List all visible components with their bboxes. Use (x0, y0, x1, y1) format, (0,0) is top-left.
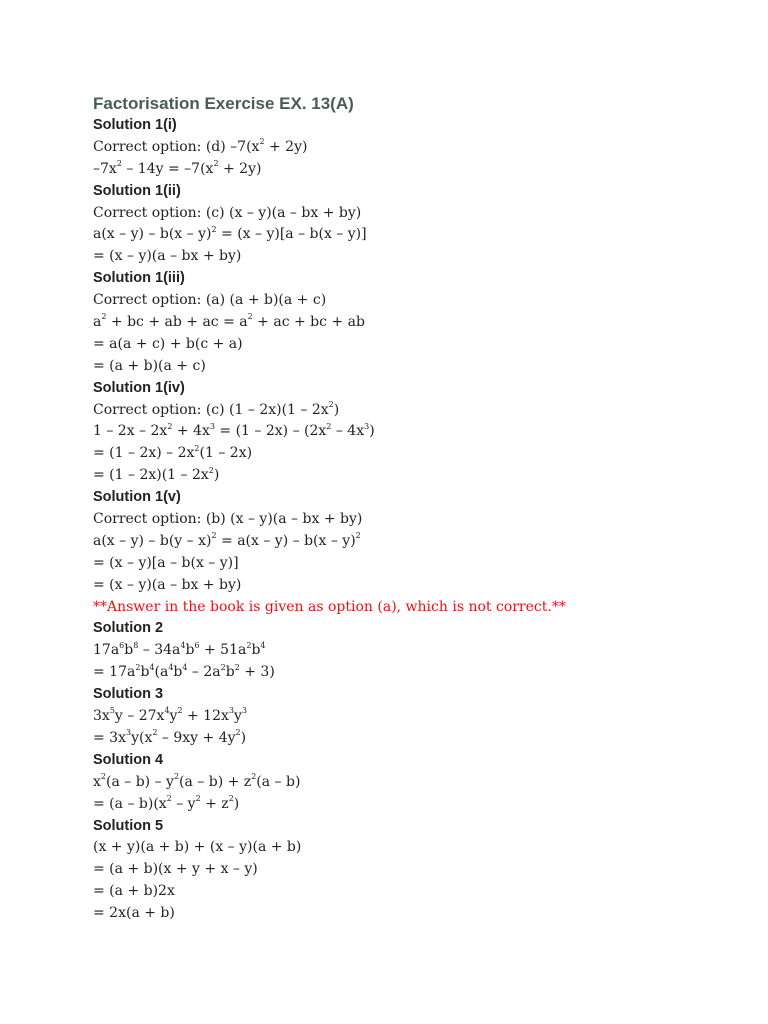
exponent: 2 (195, 793, 201, 803)
solution-line: = 2x(a + b) (93, 905, 175, 922)
solution-line: = a(a + c) + b(c + a) (93, 335, 243, 352)
solution-line: a(x – y) – b(x – y)$^2$ = (x – y)[a – b(x – y)] (93, 224, 367, 243)
solution-heading: Solution 1(i) (93, 117, 177, 133)
exponent: 3 (209, 421, 215, 431)
solution-line: = $(1 - 2x) - 2x^2(1 - 2x)$ (93, 443, 253, 462)
exponent: 2 (166, 793, 172, 803)
solutions-content (93, 115, 733, 925)
solution-line: = $(1 - 2x)(1 - 2x^2)$ (93, 465, 220, 484)
exponent: 2 (167, 421, 173, 431)
exponent: 2 (213, 159, 219, 169)
solution-line: = (x – y)(a – bx + by) (93, 248, 242, 265)
solution-heading: Solution 3 (93, 686, 164, 703)
solution-heading: Solution 4 (93, 751, 164, 768)
solution-line: = $17a^2b^4(a^4b^4 - 2a^2b^2 + 3)$ (93, 662, 275, 681)
exponent: 2 (251, 772, 257, 782)
solution-line: a(x – y) – b(y – x)$^2$ = a(x – y) – b(x – y)$^2$ (93, 531, 361, 549)
exponent: 2 (208, 465, 214, 475)
solution-line: $3x^5y - 27x^4y^2 + 12x^3y^3$ (93, 706, 247, 725)
solution-line: Correct option: (c) $(1 - 2x)(1 - 2x^2)$ (93, 399, 340, 418)
exponent: 2 (100, 772, 106, 782)
solution-line: = (x – y)(a – bx + by) (93, 576, 242, 593)
exponent: 2 (246, 640, 252, 650)
exponent: 2 (152, 728, 158, 738)
exponent: 2 (235, 728, 241, 738)
exponent: 4 (180, 640, 186, 650)
solution-line: (x + y)(a + b) + (x – y)(a + b) (93, 839, 302, 856)
exponent: 2 (328, 399, 334, 409)
exponent: 3 (241, 706, 247, 716)
solution-line: = (a + b)(x + y + x – y) (93, 861, 258, 878)
solution-heading: Solution 1(iv) (93, 379, 185, 396)
solution-heading: Solution 5 (93, 817, 164, 834)
solution-line: Correct option: (b) (x – y)(a – bx + by) (93, 511, 363, 528)
exponent: 2 (259, 137, 265, 147)
solution-line: Correct option: (d) $-7(x^2 + 2y)$ (93, 137, 308, 155)
solution-line: $a^2$ + bc + ab + ac = $a^2$ + ac + bc + ab (93, 312, 365, 331)
solution-line: $17a^6b^8 - 34a^4b^6 + 51a^2b^4$ (93, 640, 266, 659)
solution-heading: Solution 1(iii) (93, 270, 185, 287)
exponent: 6 (119, 640, 125, 650)
exponent: 4 (168, 662, 174, 672)
exponent: 2 (194, 443, 200, 453)
exponent: 2 (116, 159, 122, 169)
exponent: 2 (211, 224, 217, 234)
exponent: 2 (247, 312, 253, 322)
exponent: 3 (364, 421, 370, 431)
exponent: 6 (194, 640, 200, 650)
correction-note: **Answer in the book is given as option (a), which is not correct.** (93, 598, 566, 615)
solution-line: = $3x^3y(x^2 - 9xy + 4y^2)$ (93, 728, 247, 746)
solution-line: $1 - 2x - 2x^2 + 4x^3 = (1 - 2x) - (2x^2 - 4x^3)$ (93, 421, 375, 440)
exponent: 2 (228, 793, 234, 803)
exponent: 2 (211, 531, 217, 541)
exponent: 2 (135, 662, 141, 672)
solution-line: Correct option: (c) (x – y)(a – bx + by) (93, 204, 362, 221)
exponent: 4 (182, 662, 188, 672)
solution-heading: Solution 2 (93, 620, 164, 637)
exponent: 2 (220, 662, 226, 672)
solution-line: Correct option: (a) (a + b)(a + c) (93, 292, 327, 309)
exponent: 2 (234, 662, 240, 672)
solution-line: $x^2(a - b) - y^2(a - b) + z^2(a - b)$ (93, 772, 301, 790)
exponent: 4 (164, 706, 170, 716)
document-page (93, 93, 733, 925)
exponent: 3 (125, 728, 132, 738)
solution-line: $-7x^2 - 14y = -7(x^2 + 2y)$ (93, 159, 262, 177)
exponent: 2 (173, 772, 180, 782)
solution-line: = (x – y)[a – b(x – y)] (93, 554, 239, 571)
exponent: 2 (101, 312, 107, 322)
exponent: 2 (355, 531, 361, 541)
solution-line: = (a + b)(a + c) (93, 357, 206, 374)
page-title: Factorisation Exercise EX. 13(A) (93, 94, 354, 113)
solution-heading: Solution 1(v) (93, 489, 181, 506)
solution-heading: Solution 1(ii) (93, 182, 181, 199)
exponent: 2 (326, 421, 332, 431)
exponent: 4 (260, 640, 266, 650)
exponent: 2 (177, 706, 183, 716)
solution-line: = $(a - b)(x^2 - y^2 + z^2)$ (93, 793, 240, 812)
exponent: 4 (149, 662, 155, 672)
exponent: 5 (109, 706, 115, 716)
solution-line: = (a + b)2x (93, 883, 175, 900)
exponent: 3 (228, 706, 234, 716)
exponent: 8 (133, 640, 139, 650)
